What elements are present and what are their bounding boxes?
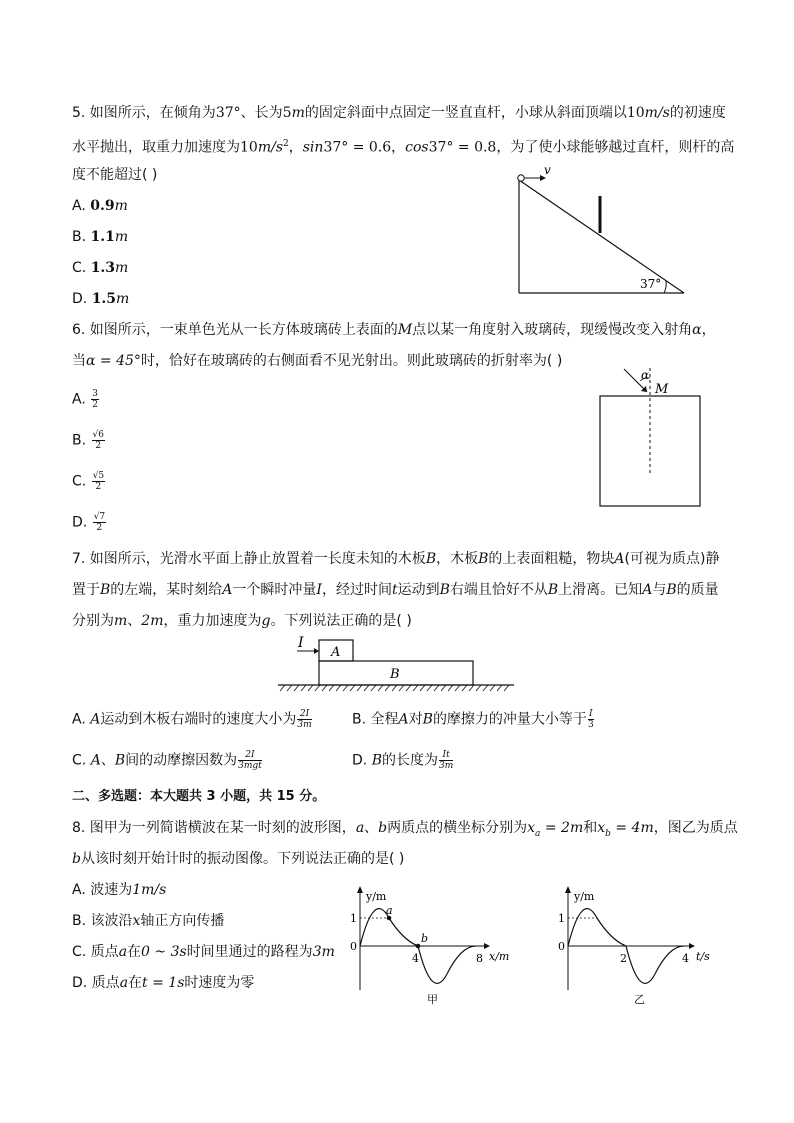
q7-option-d[interactable]: D. B的长度为 $\frac{It}{3m}$	[352, 750, 454, 771]
q8-option-a[interactable]: A. 波速为1m/s	[72, 882, 167, 898]
q7-A-label: A	[331, 645, 341, 660]
q8-fig2-xlabel: t/s	[696, 950, 710, 963]
q6-M-label: M	[655, 382, 669, 397]
q5-option-c[interactable]: C. 1.3m	[72, 260, 129, 276]
section-heading: 二、多选题：本大题共 3 小题，共 15 分。	[72, 789, 326, 804]
q8-fig1-xlabel: x/m	[489, 950, 510, 963]
q6-option-c[interactable]: C. $\frac{√5}{2}$	[72, 471, 105, 492]
q8-fig2-ylabel: y/m	[574, 890, 595, 903]
q6-line2: 当α = 45°时，恰好在玻璃砖的右侧面看不见光射出。则此玻璃砖的折射率为( )	[72, 353, 563, 369]
q7-option-c[interactable]: C. A、B间的动摩擦因数为 $\frac{2I}{\text{3mgt}}$	[72, 750, 262, 771]
q7-B-label: B	[390, 667, 400, 682]
q5-option-d[interactable]: D. 1.5m	[72, 291, 130, 307]
q7-line2: 置于B的左端，某时刻给A一个瞬时冲量I，经过时间t运动到B右端且恰好不从B上滑离。已知A与B的质量	[72, 582, 719, 598]
q5-line3: 度不能超过( )	[72, 167, 158, 183]
q8-fig2-tick4: 4	[682, 952, 689, 965]
q5-option-b[interactable]: B. 1.1m	[72, 229, 129, 245]
q8-fig2-tick2: 2	[620, 952, 627, 965]
q7-line3: 分别为m、2m，重力加速度为g。下列说法正确的是( )	[72, 613, 412, 629]
q8-fig1-tick4: 4	[412, 952, 419, 965]
q8-fig1-a: a	[386, 904, 393, 917]
q8-line2: b从该时刻开始计时的振动图像。下列说法正确的是( )	[72, 851, 405, 867]
q8-option-b[interactable]: B. 该波沿x轴正方向传播	[72, 913, 225, 929]
q6-option-b[interactable]: B. $\frac{√6}{2}$	[72, 430, 104, 451]
q8-fig1-tick8: 8	[476, 952, 483, 965]
q8-fig2-caption: 乙	[634, 993, 645, 1006]
q6-option-d[interactable]: D. $\frac{√7}{2}$	[72, 512, 106, 533]
q7-option-a[interactable]: A. A运动到木板右端时的速度大小为 $\frac{2I}{3m}$	[72, 709, 312, 730]
q5-line1: 5. 如图所示，在倾角为37°、长为5m的固定斜面中点固定一竖直直杆，小球从斜面顶端以10m/s的初速度	[72, 105, 726, 121]
q8-fig1-b: b	[421, 932, 429, 945]
fraction: $\frac{√7}{2}$	[93, 512, 106, 533]
fraction: $\frac{2I}{3m}$	[297, 709, 312, 730]
q8-fig1-ylabel: y/m	[366, 890, 387, 903]
fraction: $\frac{√5}{2}$	[92, 471, 105, 492]
fraction: $\frac{√6}{2}$	[92, 430, 104, 451]
q8-fig1-caption: 甲	[427, 993, 438, 1006]
q8-fig2-zero: 0	[558, 940, 565, 953]
fraction: $\frac{3}{2}$	[92, 389, 98, 410]
q8-fig1-zero: 0	[350, 940, 357, 953]
q5-angle-label: 37°	[640, 277, 662, 291]
fraction: $\frac{It}{3m}$	[438, 750, 454, 771]
q8-fig1-one: 1	[350, 912, 357, 925]
q8-fig2-one: 1	[558, 912, 565, 925]
q5-line2: 水平抛出，取重力加速度为$10m/s^2$，sin37° = 0.6，cos37° = 0.8，为了使小球能够越过直杆，则杆的高	[72, 139, 735, 156]
q6-alpha-label: α	[641, 368, 650, 382]
q8-option-d[interactable]: D. 质点a在t = 1s时速度为零	[72, 975, 255, 991]
q8-option-c[interactable]: C. 质点a在0 ~ 3s时间里通过的路程为3m	[72, 944, 335, 960]
q8-line1: 8. 图甲为一列简谐横波在某一时刻的波形图，a、b两质点的横坐标分别为$x_a = 2m$和$x_b = 4m$，图乙为质点	[72, 820, 738, 839]
q7-option-b[interactable]: B. 全程A对B的摩擦力的冲量大小等于 $\frac{I}{3}$	[352, 709, 594, 730]
q7-I-label: I	[298, 635, 304, 651]
fraction: $\frac{2I}{\text{3mgt}}$	[238, 750, 262, 771]
q5-v-label: v	[544, 163, 551, 177]
fraction: $\frac{I}{3}$	[587, 709, 594, 730]
q6-line1: 6. 如图所示，一束单色光从一长方体玻璃砖上表面的M点以某一角度射入玻璃砖，现缓慢改变入射角α，	[72, 322, 716, 338]
q7-line1: 7. 如图所示，光滑水平面上静止放置着一长度未知的木板B，木板B的上表面粗糙，物块A(可视为质点)静	[72, 551, 720, 567]
q5-option-a[interactable]: A. 0.9m	[72, 198, 128, 214]
q6-option-a[interactable]: A. $\frac{3}{2}$	[72, 389, 98, 410]
